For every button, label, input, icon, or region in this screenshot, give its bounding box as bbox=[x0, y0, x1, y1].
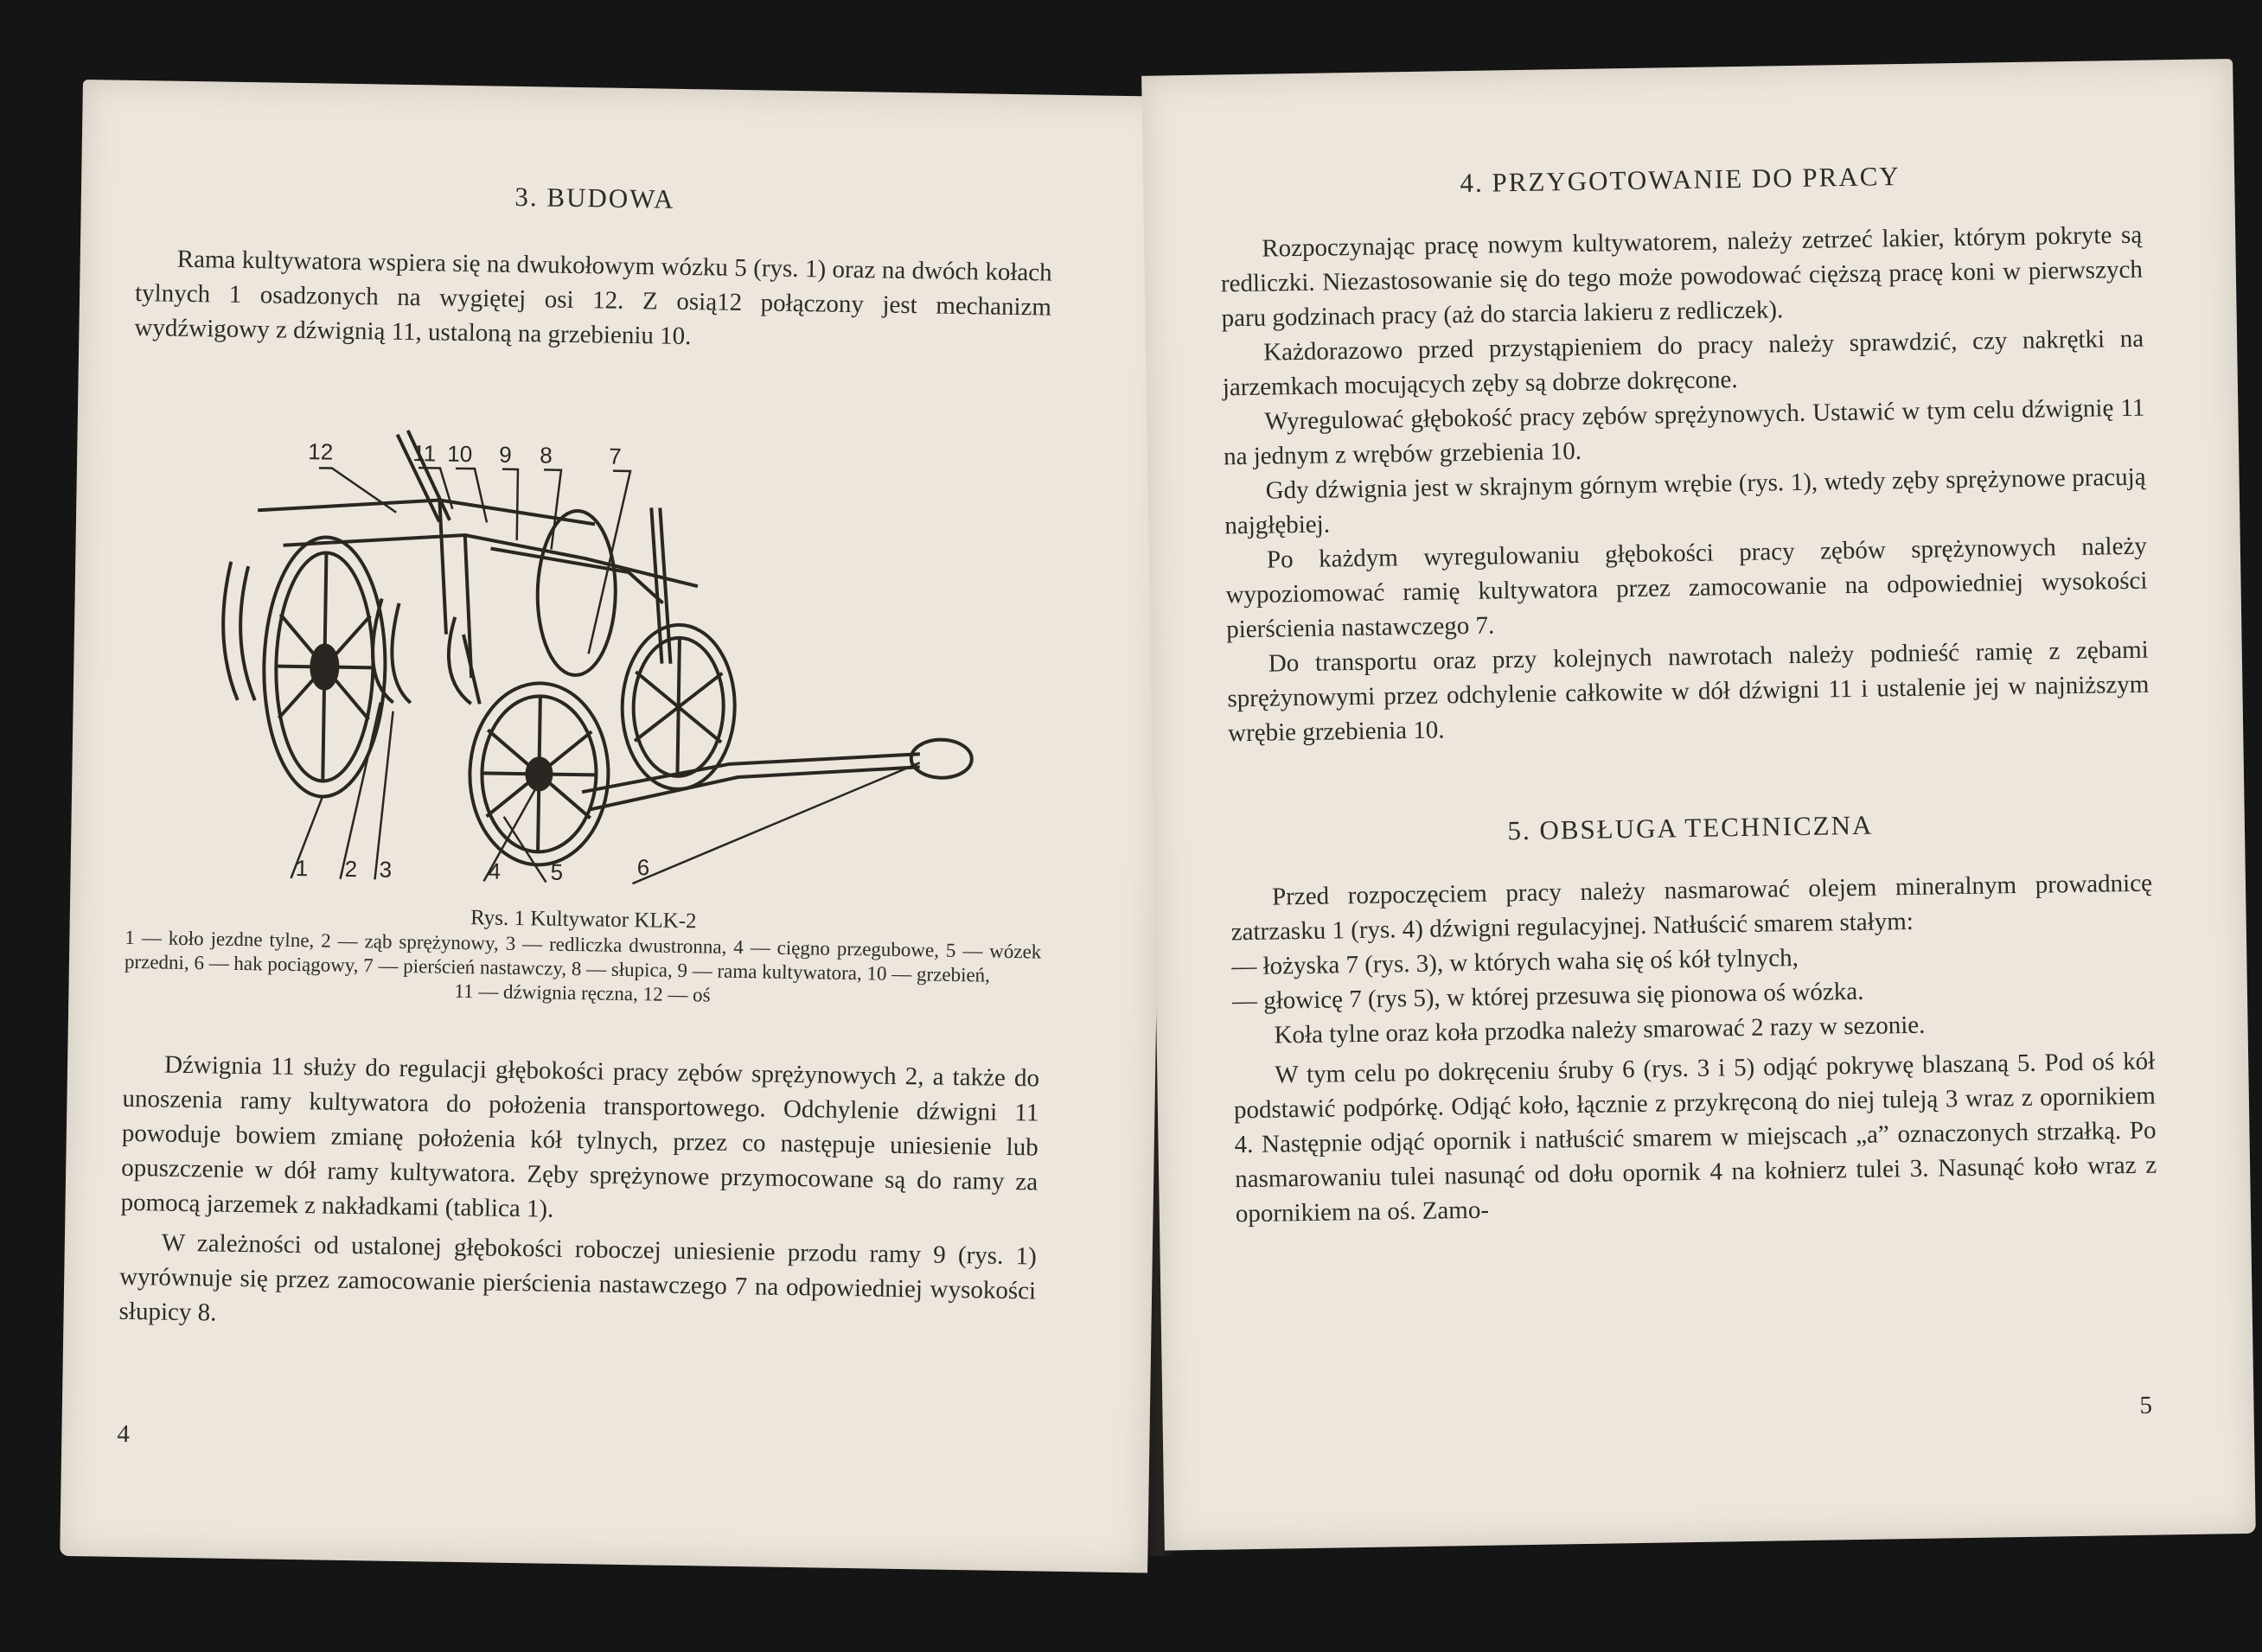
paragraph-lever-top: Gdy dźwignia jest w skrajnym górnym wrębie (rys. 1), wtedy zęby sprężynowe pracują najgłębiej. bbox=[1224, 462, 2146, 540]
figure-label-6: 6 bbox=[636, 854, 650, 881]
draw-hook bbox=[911, 739, 972, 778]
list-item-bearings: — łożyska 7 (rys. 3), w których waha się oś kół tylnych, bbox=[1231, 944, 1799, 981]
section-heading-przygotowanie: 4. PRZYGOTOWANIE DO PRACY bbox=[1460, 161, 1901, 199]
paragraph-frame-description: Rama kultywatora wspiera się na dwukołowym wózku 5 (rys. 1) oraz na dwóch kołach tylnych 1 osadzonych na wygiętej osi 12. Z osią12 połączony jest mechanizm wydźwigowy z dźwignią 11, ustaloną na grzebieniu 10. bbox=[134, 245, 1052, 351]
paragraph-lacquer: Rozpoczynając pracę nowym kultywatorem, należy zetrzeć lakier, którym pokryte są redliczki. Niezastosowanie się do tego może powodować cięższą pracę koni w pierwszych paru godzinach pracy (aż do starcia lakieru z redliczek). bbox=[1220, 220, 2144, 333]
paragraph-wheel-grease: Koła tylne oraz koła przodka należy smarować 2 razy w sezonie. bbox=[1274, 1011, 1926, 1049]
figure-caption bbox=[124, 900, 1042, 1013]
paragraph-lever-function: Dźwignia 11 służy do regulacji głębokości pracy zębów sprężynowych 2, a także do unoszenia ramy kultywatora do położenia transportowego. Odchylenie dźwigni 11 powoduje bowiem zmianę położenia kół tylnych, przez co następuje uniesienie lub opuszczenie w dół ramy kultywatora. Zęby sprężynowe przymocowane są do ramy za pomocą jarzemek z nakładkami (tablica 1). bbox=[120, 1050, 1040, 1223]
right-page-text bbox=[1219, 157, 2157, 1232]
cultivator-drawing bbox=[220, 428, 977, 872]
paragraph-transport: Do transportu oraz przy kolejnych nawrotach należy podnieść ramię z zębami sprężynowymi przez odchylenie całkowite w dół dźwigni 11 i ustalenie jej w najniższym wrębie grzebienia 10. bbox=[1227, 635, 2150, 748]
figure-label-7: 7 bbox=[608, 443, 622, 469]
left-page-text-bottom bbox=[118, 1047, 1039, 1343]
figure-label-1: 1 bbox=[295, 854, 309, 882]
paragraph-leveling: Po każdym wyregulowaniu głębokości pracy zębów sprężynowych należy wypoziomować ramię kultywatora przez zamocowanie na odpowiedniej wysokości pierścienia nastawczego 7. bbox=[1225, 532, 2148, 644]
page-number-right: 5 bbox=[2139, 1391, 2153, 1419]
cultivator-illustration bbox=[174, 414, 1012, 903]
right-page bbox=[1141, 59, 2256, 1551]
page-number-left: 4 bbox=[117, 1419, 131, 1449]
figure-label-4: 4 bbox=[488, 858, 502, 884]
paragraph-wheel-procedure: W tym celu po dokręceniu śruby 6 (rys. 3 i 5) odjąć pokrywę blaszaną 5. Pod oś kół podstawić podpórkę. Odjąć koło, łącznie z przykręconą do niej tuleją 3 wraz z opornikiem 4. Następnie odjąć opornik i natłuścić smarem w miejscach „a” oznaczonych strzałką. Po nasmarowaniu tulei nasunąć od dołu opornik 4 na kołnierz tulei 3. Nasunąć koło wraz z opornikiem na oś. Zamo- bbox=[1233, 1047, 2157, 1228]
caption-legend-last-line: 11 — dźwignia ręczna, 12 — oś bbox=[454, 979, 711, 1006]
section-heading-budowa: 3. BUDOWA bbox=[514, 181, 675, 214]
figure-label-9: 9 bbox=[499, 441, 512, 468]
caption-title: Rys. 1 Kultywator KLK-2 bbox=[470, 906, 697, 934]
left-page-text-top bbox=[134, 175, 1053, 360]
caption-legend: 1 — koło jezdne tylne, 2 — ząb sprężynowy, 3 — redliczka dwustronna, 4 — cięgno przegubowe, 5 — wózek przedni, 6 — hak pociągowy, 7 — pierścień nastawczy, 8 — słupica, 9 — rama kultywatora, 10 — grzebień, bbox=[124, 926, 1042, 986]
list-item-head: — głowicę 7 (rys 5), w której przesuwa się pionowa oś wózka. bbox=[1231, 977, 1864, 1016]
figure-label-12: 12 bbox=[308, 438, 334, 465]
paragraph-nut-check: Każdorazowo przed przystąpieniem do pracy należy sprawdzić, czy nakrętki na jarzemkach mocujących zęby są dobrze dokręcone. bbox=[1222, 324, 2144, 402]
figure-label-8: 8 bbox=[540, 442, 553, 469]
left-page bbox=[60, 80, 1171, 1573]
paragraph-lubrication: Przed rozpoczęciem pracy należy nasmarować olejem mineralnym prowadnicę zatrzasku 1 (rys. 4) dźwigni regulacyjnej. Natłuścić smarem stałym: bbox=[1230, 869, 2153, 947]
paragraph-depth-adjust: Wyregulować głębokość pracy zębów sprężynowych. Ustawić w tym celu dźwignię 11 na jednym z wrębów grzebienia 10. bbox=[1223, 393, 2145, 471]
paragraph-ring-adjustment: W zależności od ustalonej głębokości roboczej uniesienie przodu ramy 9 (rys. 1) wyrównuje się przez zamocowanie pierścienia nastawczego 7 na odpowiedniej wysokości słupicy 8. bbox=[118, 1228, 1038, 1327]
figure-label-3: 3 bbox=[379, 856, 393, 883]
section-heading-obsluga: 5. OBSŁUGA TECHNICZNA bbox=[1507, 809, 1874, 846]
figure-label-10: 10 bbox=[447, 440, 473, 468]
figure-label-5: 5 bbox=[550, 858, 564, 885]
figure-label-2: 2 bbox=[344, 855, 358, 883]
figure-label-11: 11 bbox=[412, 440, 437, 467]
